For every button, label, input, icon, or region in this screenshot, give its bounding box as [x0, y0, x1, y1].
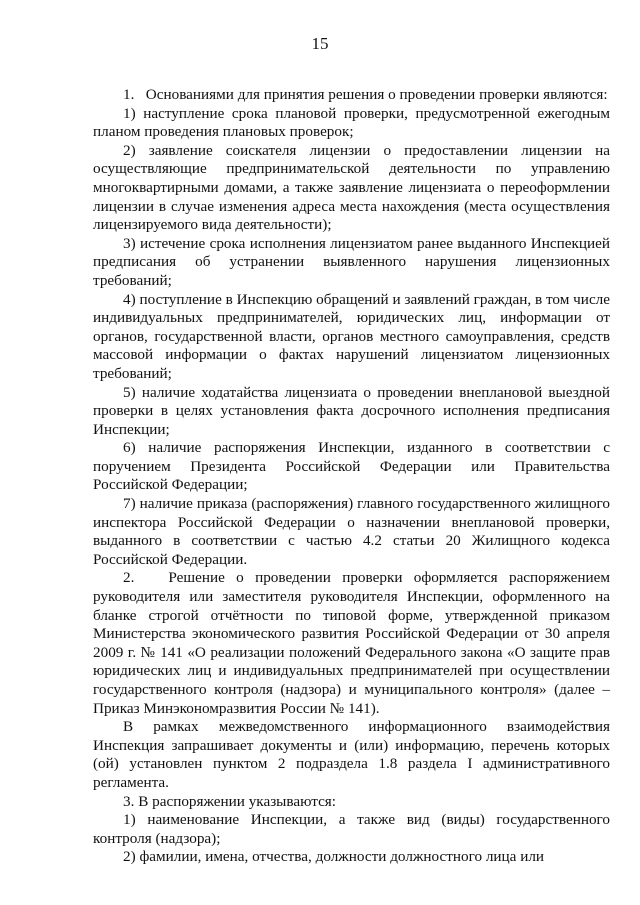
list-item: 5) наличие ходатайства лицензиата о проведении внеплановой выездной проверки в целях установления факта досрочного исполнения предписания Инспекции;	[93, 383, 610, 438]
list-item: 4) поступление в Инспекцию обращений и заявлений граждан, в том числе индивидуальных предпринимателей, юридических лиц, информации от органов, государственной власти, органов местного самоуправления, средств массовой информации о фактах нарушений лицензиатом лицензионных требований;	[93, 290, 610, 382]
paragraph-interagency: В рамках межведомственного информационного взаимодействия Инспекция запрашивает документы и (или) информацию, перечень которых (ой) установлен пунктом 2 подраздела 1.8 раздела I административного регламента.	[93, 718, 610, 791]
list-item: 1) наступление срока плановой проверки, предусмотренной ежегодным планом проведения плановых проверок;	[93, 104, 610, 141]
document-body	[93, 86, 610, 867]
paragraph-order-contents-intro: 3. В распоряжении указываются:	[123, 792, 337, 810]
paragraph-decision: 2. Решение о проведении проверки оформляется распоряжением руководителя или заместителя руководителя Инспекции, оформленного на бланке строгой отчётности по типовой форме, утвержденной приказом Министерства экономического развития Российской Федерации от 30 апреля 2009 г. № 141 «О реализации положений Федерального закона «О защите прав юридических лиц и индивидуальных предпринимателей при осуществлении государственного контроля (надзора) и муниципального контроля» (далее – Приказ Минэкономразвития России № 141).	[93, 569, 610, 717]
list-item: 1) наименование Инспекции, а также вид (виды) государственного контроля (надзора);	[93, 811, 610, 847]
list-item: 2) заявление соискателя лицензии о предоставлении лицензии на осуществляющие предпринимательской деятельности по управлению многоквартирными домами, а также заявление лицензиата о переоформлении лицензии в случае изменения адреса места нахождения (места осуществления лицензируемого вида деятельности);	[93, 141, 610, 234]
list-item: 6) наличие распоряжения Инспекции, изданного в соответствии с поручением Президента Российской Федерации или Правительства Российской Федерации;	[93, 439, 610, 494]
list-item: 2) фамилии, имена, отчества, должности должностного лица или	[123, 848, 545, 866]
page-number: 15	[311, 34, 329, 53]
list-item: 3) истечение срока исполнения лицензиатом ранее выданного Инспекцией предписания об устранении выявленного нарушения лицензионных требований;	[93, 234, 610, 289]
paragraph-grounds-intro: 1. Основаниями для принятия решения о проведении проверки являются:	[123, 86, 608, 103]
list-item: 7) наличие приказа (распоряжения) главного государственного жилищного инспектора Российской Федерации о назначении внеплановой проверки, выданного в соответствии с частью 4.2 статьи 20 Жилищного кодекса Российской Федерации.	[93, 495, 610, 568]
